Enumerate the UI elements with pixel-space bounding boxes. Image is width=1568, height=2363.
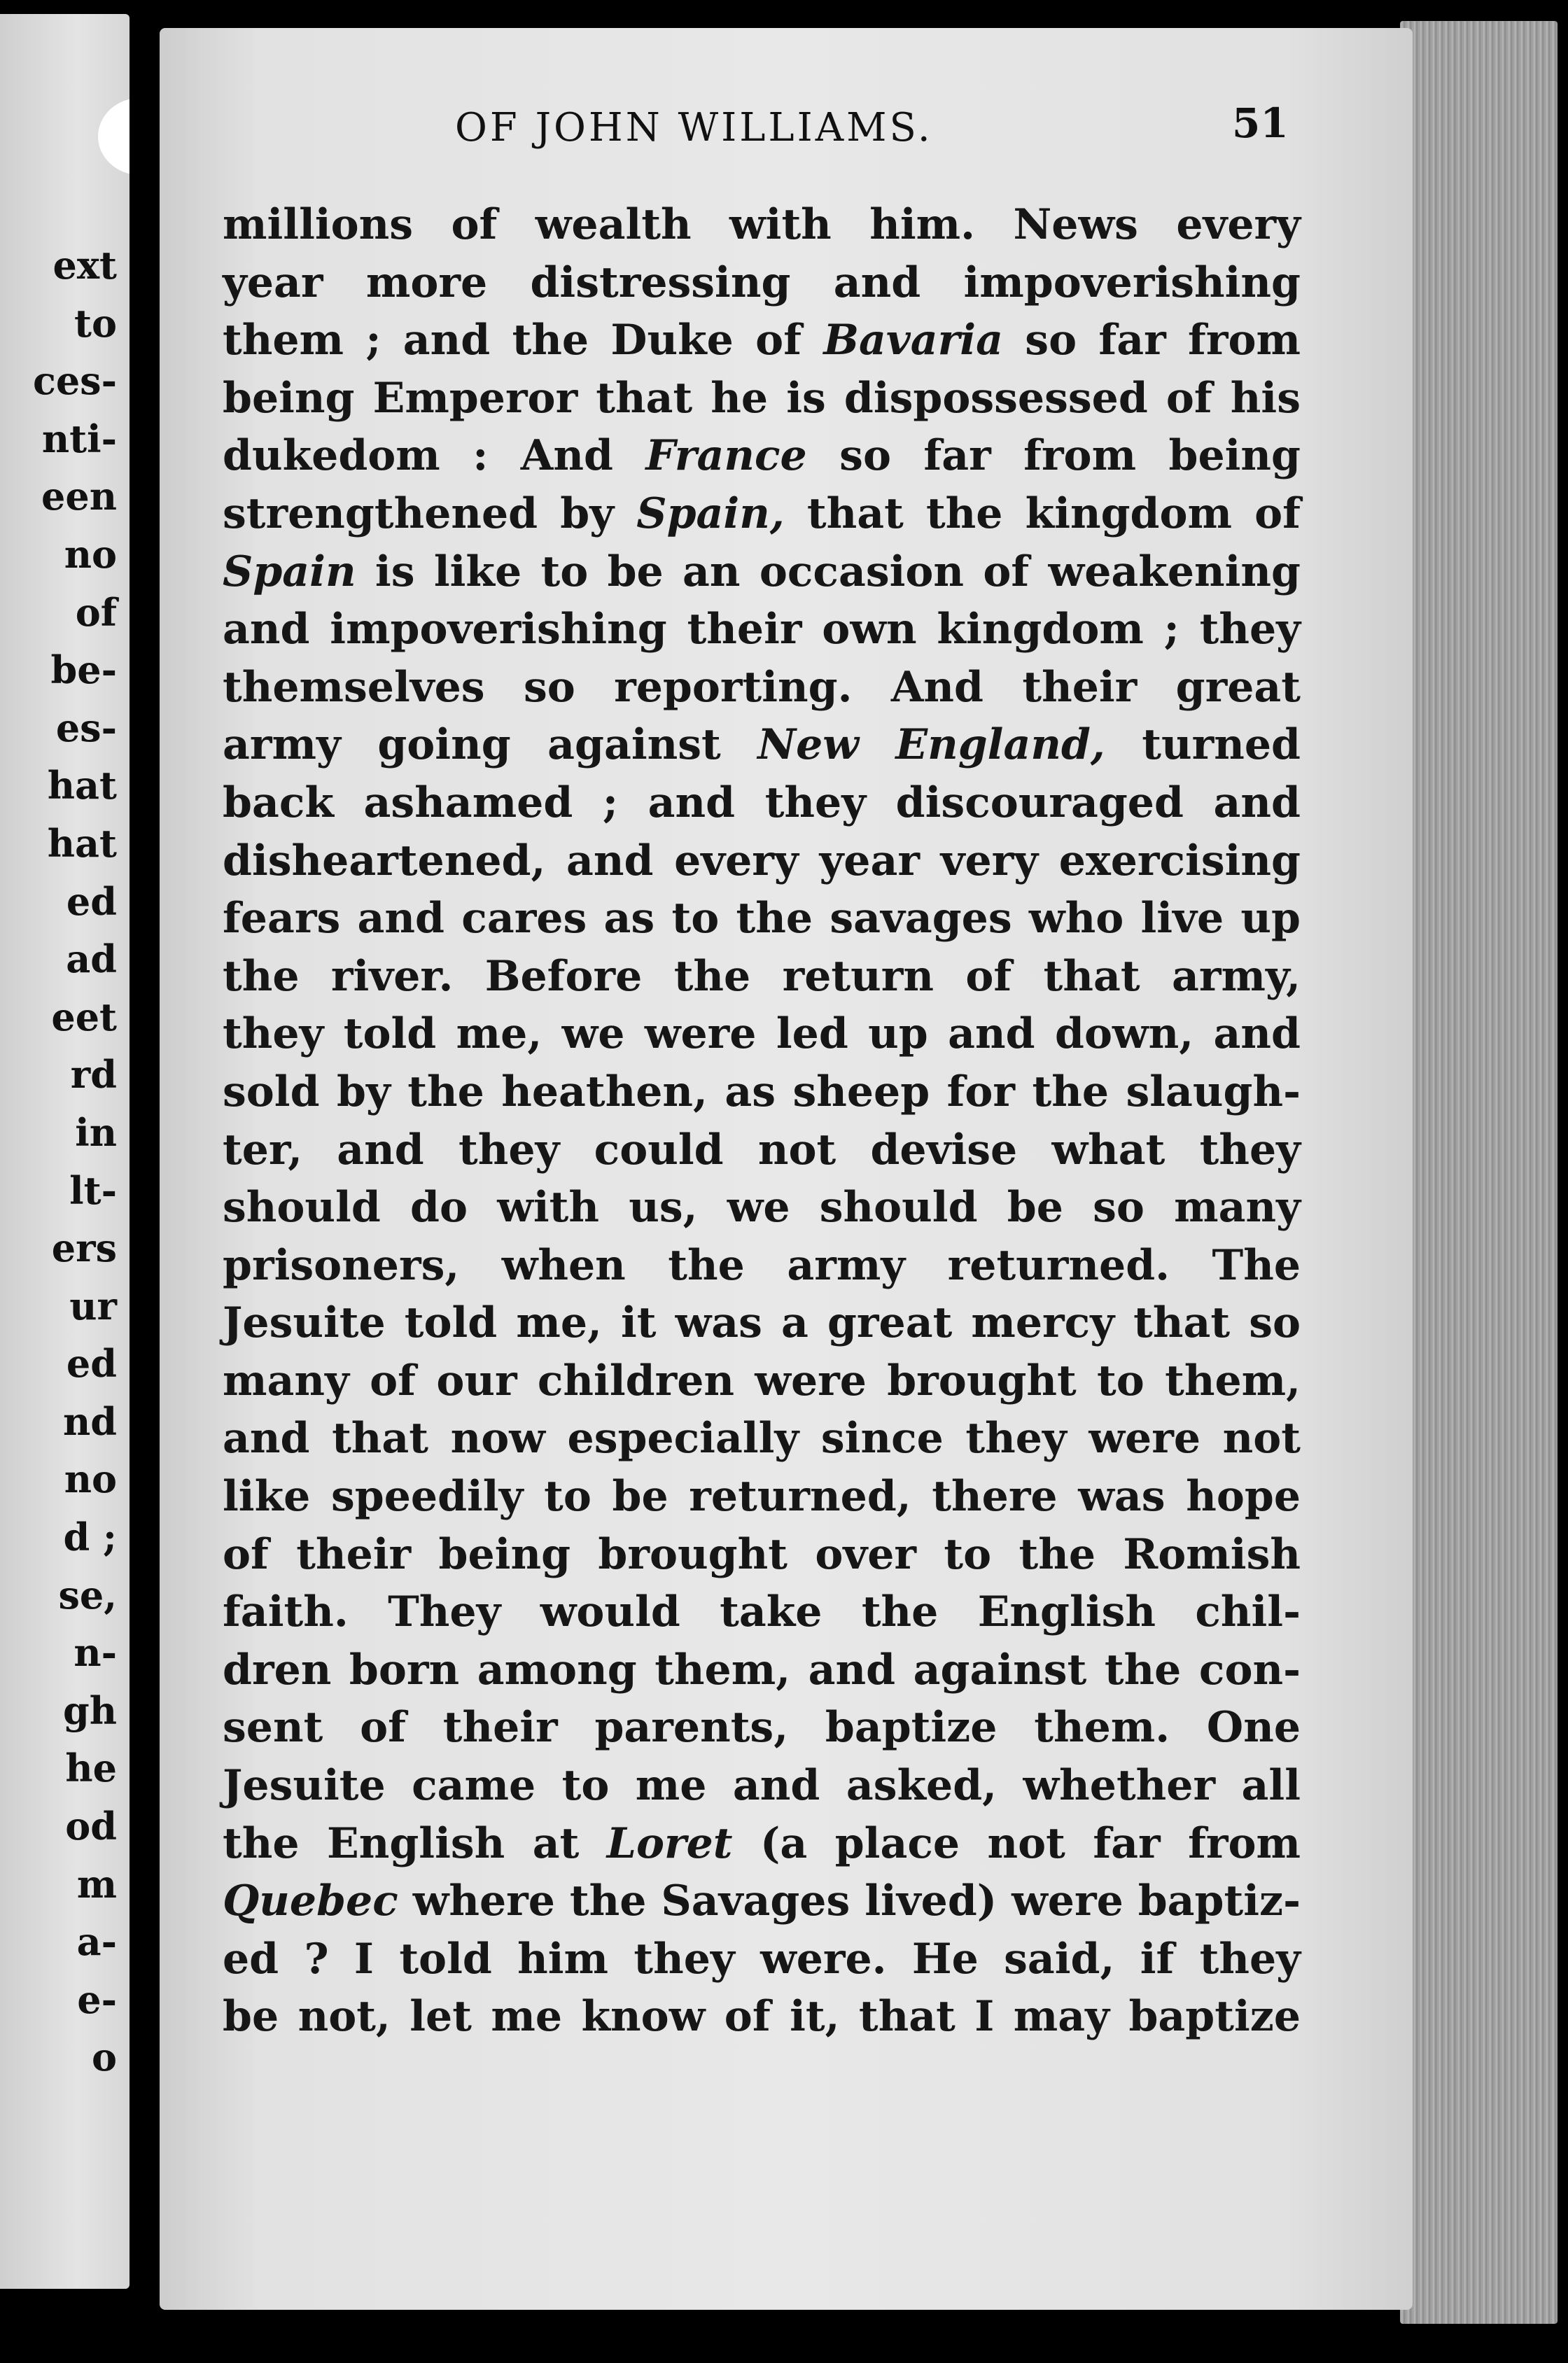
text-line <box>223 1988 1301 2046</box>
text-line <box>223 1121 1301 1179</box>
italic-run: Bavaria <box>823 316 1003 365</box>
left-page-line-fragment: se, <box>58 1572 117 1618</box>
left-page-line-fragment: in <box>75 1109 117 1155</box>
body-text <box>223 196 1301 2046</box>
text-run: and that now especially since they were not <box>223 1414 1301 1464</box>
text-run: ed ? I told him they were. He said, if they <box>223 1934 1301 1984</box>
text-run: where the Savages lived) were baptiz- <box>398 1877 1301 1926</box>
left-page-line-fragment: ers <box>51 1226 117 1271</box>
text-run: sent of their parents, baptize them. One <box>223 1703 1301 1753</box>
left-page-line-fragment: to <box>74 300 117 346</box>
text-run: the English at <box>223 1818 607 1868</box>
left-facing-page <box>0 14 130 2289</box>
text-line <box>223 1179 1301 1237</box>
left-page-line-fragment: rd <box>70 1052 117 1098</box>
text-run: like speedily to be returned, there was hope <box>223 1472 1301 1522</box>
left-page-line-fragment: ces- <box>32 358 117 404</box>
text-run: they told me, we were led up and down, and <box>223 1009 1301 1059</box>
text-line <box>223 543 1301 601</box>
text-run: and impoverishing their own kingdom ; they <box>223 605 1301 654</box>
left-page-line-fragment: m <box>76 1861 117 1907</box>
left-page-line-fragment: ur <box>69 1283 117 1328</box>
left-page-line-fragment: ad <box>66 937 117 982</box>
text-line <box>223 716 1301 774</box>
text-run: strengthened by <box>223 489 637 538</box>
text-run: turned <box>1105 720 1301 770</box>
text-line <box>223 1641 1301 1699</box>
italic-run: Loret <box>606 1818 733 1868</box>
text-run: themselves so reporting. And their great <box>223 662 1301 712</box>
italic-run: New England, <box>757 720 1105 770</box>
text-line <box>223 1005 1301 1063</box>
text-line <box>223 1468 1301 1526</box>
text-line <box>223 1757 1301 1815</box>
left-page-line-fragment: ed <box>66 878 117 924</box>
text-line <box>223 1410 1301 1468</box>
left-page-line-fragment: be- <box>50 647 117 693</box>
text-line <box>223 370 1301 428</box>
left-page-line-fragment: a- <box>76 1919 117 1965</box>
text-line <box>223 659 1301 717</box>
text-line <box>223 1526 1301 1584</box>
text-line <box>223 890 1301 948</box>
text-line <box>223 1583 1301 1641</box>
left-page-line-fragment: o <box>91 2035 117 2080</box>
left-page-line-fragment: gh <box>62 1688 117 1733</box>
text-run: year more distressing and impoverishing <box>223 258 1301 307</box>
text-line <box>223 1063 1301 1121</box>
text-run: is like to be an occasion of weakening <box>356 547 1301 596</box>
left-page-line-fragment: es- <box>55 705 117 750</box>
text-run: faith. They would take the English chil- <box>223 1587 1301 1637</box>
left-page-line-fragment: no <box>64 531 117 577</box>
text-line <box>223 832 1301 890</box>
left-page-line-fragment: hat <box>47 763 117 808</box>
running-title: OF JOHN WILLIAMS. <box>455 105 933 150</box>
text-line <box>223 601 1301 659</box>
text-run: (a place not far from <box>732 1818 1301 1868</box>
left-page-line-fragment: nd <box>62 1398 117 1444</box>
text-run: that the kingdom of <box>784 489 1301 538</box>
text-line <box>223 948 1301 1006</box>
text-line <box>223 1699 1301 1757</box>
book-gutter <box>130 0 161 2363</box>
text-line <box>223 427 1301 485</box>
left-page-line-fragment: ext <box>52 243 117 288</box>
text-run: be not, let me know of it, that I may baptize <box>223 1992 1301 2042</box>
text-line <box>223 774 1301 832</box>
text-run: millions of wealth with him. News every <box>223 200 1301 249</box>
left-page-line-fragment: nti- <box>41 416 117 461</box>
text-run: many of our children were brought to them, <box>223 1356 1301 1405</box>
italic-run: Spain <box>223 547 356 596</box>
text-line <box>223 1815 1301 1873</box>
left-page-line-fragment: eet <box>51 994 117 1039</box>
text-run: them ; and the Duke of <box>223 316 824 365</box>
text-line <box>223 311 1301 370</box>
page-edge-stack <box>1400 21 1558 2324</box>
text-run: Jesuite came to me and asked, whether all <box>223 1761 1301 1811</box>
left-page-line-endings <box>33 237 117 2087</box>
left-page-line-fragment: od <box>65 1804 117 1849</box>
text-line <box>223 196 1301 254</box>
text-line <box>223 1872 1301 1930</box>
text-run: fears and cares as to the savages who live up <box>223 894 1301 944</box>
page-number: 51 <box>1232 99 1289 147</box>
italic-run: Spain, <box>636 489 785 538</box>
text-run: dren born among them, and against the con- <box>223 1645 1301 1695</box>
text-run: being Emperor that he is dispossessed of his <box>223 373 1301 423</box>
text-run: Jesuite told me, it was a great mercy that so <box>223 1298 1301 1348</box>
text-line <box>223 485 1301 543</box>
text-run: the river. Before the return of that army, <box>223 951 1301 1001</box>
text-run: dukedom : And <box>223 431 646 481</box>
text-run: disheartened, and every year very exercising <box>223 836 1301 885</box>
italic-run: France <box>645 431 807 481</box>
text-line <box>223 1237 1301 1295</box>
text-run: so far from <box>1002 316 1301 365</box>
text-run: should do with us, we should be so many <box>223 1183 1301 1233</box>
left-page-line-fragment: een <box>41 474 117 519</box>
text-run: sold by the heathen, as sheep for the slaugh- <box>223 1067 1301 1116</box>
left-page-line-fragment: e- <box>77 1977 117 2022</box>
text-run: so far from being <box>806 431 1301 481</box>
text-run: back ashamed ; and they discouraged and <box>223 778 1301 827</box>
text-line <box>223 1294 1301 1352</box>
text-line <box>223 254 1301 312</box>
left-page-line-fragment: lt- <box>69 1168 117 1213</box>
left-page-line-fragment: n- <box>74 1630 117 1676</box>
left-page-line-fragment: no <box>64 1457 117 1502</box>
text-run: ter, and they could not devise what they <box>223 1125 1301 1175</box>
text-run: of their being brought over to the Romish <box>223 1529 1301 1579</box>
italic-run: Quebec <box>223 1877 398 1926</box>
left-page-line-fragment: of <box>75 589 117 635</box>
text-line <box>223 1930 1301 1989</box>
left-page-line-fragment: he <box>65 1746 117 1791</box>
text-line <box>223 1352 1301 1410</box>
left-page-line-fragment: ed <box>66 1341 117 1387</box>
text-run: army going against <box>223 720 758 770</box>
left-page-line-fragment: d ; <box>63 1515 117 1560</box>
text-run: prisoners, when the army returned. The <box>223 1240 1301 1290</box>
left-page-line-fragment: hat <box>47 820 117 866</box>
paper-blemish <box>98 98 130 175</box>
